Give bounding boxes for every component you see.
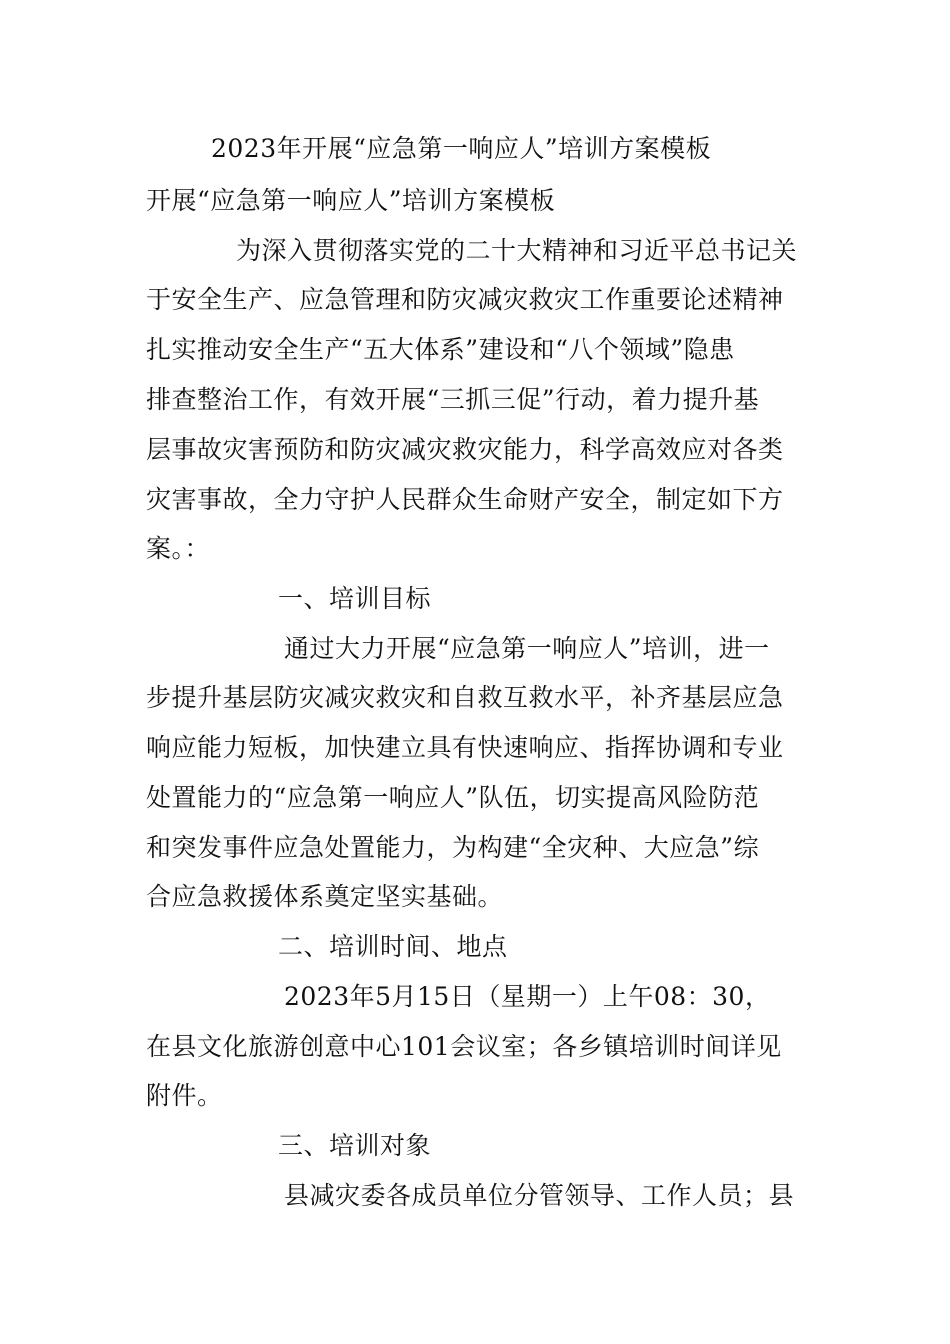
intro-line: 灾害事故，全力守护人民群众生命财产安全，制定如下方	[146, 485, 784, 514]
section2-line: 附件。	[146, 1081, 223, 1110]
section-heading-audience: 三、培训对象	[278, 1131, 432, 1160]
section1-line: 处置能力的“应急第一响应人”队伍，切实提高风险防范	[146, 783, 760, 812]
section2-line: 在县文化旅游创意中心101会议室；各乡镇培训时间详见	[146, 1032, 782, 1061]
section2-line: 2023年5月15日（星期一）上午08：30，	[284, 982, 771, 1011]
section-heading-training-goal: 一、培训目标	[278, 584, 432, 613]
section1-line: 和突发事件应急处置能力，为构建“全灾种、大应急”综	[146, 833, 760, 862]
document-subtitle: 开展“应急第一响应人”培训方案模板	[146, 186, 556, 215]
intro-line: 案。：	[146, 534, 211, 563]
intro-line: 为深入贯彻落实党的二十大精神和习近平总书记关	[236, 236, 798, 265]
section1-line: 通过大力开展“应急第一响应人”培训，进一	[284, 634, 770, 663]
section1-line: 合应急救援体系奠定坚实基础。	[146, 882, 504, 911]
section1-line: 步提升基层防灾减灾救灾和自救互救水平，补齐基层应急	[146, 683, 784, 712]
section-heading-time-place: 二、培训时间、地点	[278, 932, 508, 961]
document-title: 2023年开展“应急第一响应人”培训方案模板	[211, 134, 712, 163]
intro-line: 排查整治工作，有效开展“三抓三促”行动，着力提升基	[146, 385, 760, 414]
intro-line: 扎实推动安全生产“五大体系”建设和“八个领域”隐患	[146, 335, 735, 364]
intro-line: 层事故灾害预防和防灾减灾救灾能力，科学高效应对各类	[146, 435, 784, 464]
section1-line: 响应能力短板，加快建立具有快速响应、指挥协调和专业	[146, 733, 784, 762]
intro-line: 于安全生产、应急管理和防灾减灾救灾工作重要论述精神	[146, 285, 784, 314]
section3-line: 县减灾委各成员单位分管领导、工作人员；县	[284, 1181, 795, 1210]
